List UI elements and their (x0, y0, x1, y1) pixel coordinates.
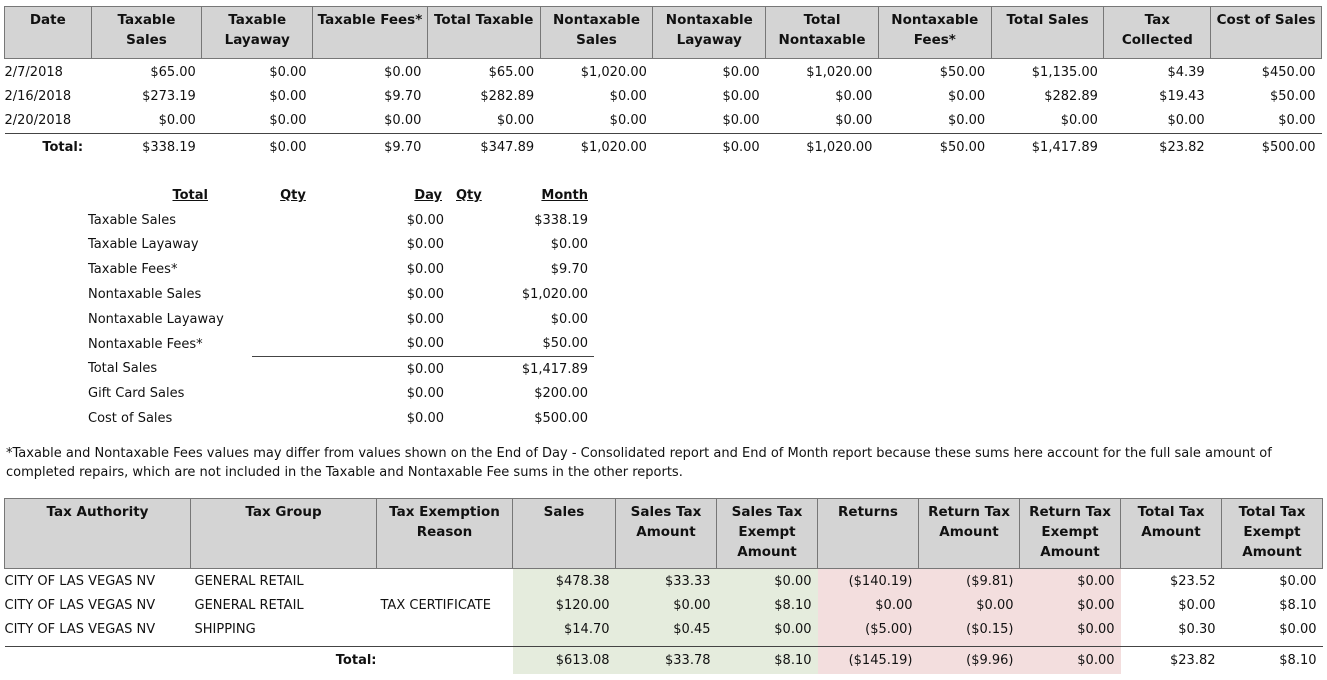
summary-month-value: $500.00 (534, 411, 588, 427)
cell-tax-group: SHIPPING (194, 622, 256, 638)
summary-row (84, 208, 594, 233)
cell-cost-of-sales: $0.00 (1278, 113, 1316, 129)
cell-total-nontaxable: $0.00 (835, 113, 873, 129)
col-header-taxable-fees: Taxable Fees* (313, 7, 428, 59)
cell-nontaxable-layaway: $0.00 (722, 113, 760, 129)
total-row (5, 134, 1322, 161)
cell-sales: $120.00 (513, 593, 616, 618)
summary-header-row (84, 183, 594, 208)
summary-row (84, 381, 594, 406)
cell-taxable-layaway: $0.00 (269, 88, 307, 104)
cell-total-taxable: $65.00 (488, 64, 535, 80)
cell-total-nontaxable: $0.00 (835, 88, 873, 104)
cell-total-nontaxable: $1,020.00 (806, 64, 873, 80)
summary-day-value: $0.00 (406, 386, 444, 402)
col-header-sales: Sales (513, 499, 616, 569)
table-row (5, 109, 1322, 134)
table-row (5, 569, 1323, 594)
summary-day-value: $0.00 (406, 411, 444, 427)
cell-tax-exemption-reason (377, 569, 513, 594)
cell-tax-group: GENERAL RETAIL (194, 597, 304, 613)
summary-row (84, 357, 594, 382)
summary-row (84, 257, 594, 282)
summary-day-value: $0.00 (334, 332, 444, 357)
col-header-return-tax-amount: Return Tax Amount (919, 499, 1020, 569)
summary-header-qty-day: Qty (280, 187, 306, 203)
cell-nontaxable-fees: $0.00 (947, 88, 986, 104)
cell-sales-tax-amount: $33.33 (616, 569, 717, 594)
cell-nontaxable-sales: $0.00 (609, 88, 647, 104)
table-row (5, 59, 1322, 84)
cell-return-tax-exempt-amount: $0.00 (1020, 569, 1121, 594)
total-cost-of-sales: $500.00 (1211, 134, 1322, 161)
total-row (5, 646, 1323, 674)
summary-day-value: $0.00 (406, 287, 444, 303)
summary-month-value: $9.70 (550, 262, 588, 278)
cell-date: 2/20/2018 (4, 113, 72, 129)
col-header-tax-authority: Tax Authority (5, 499, 191, 569)
col-header-tax-group: Tax Group (191, 499, 377, 569)
summary-row (84, 406, 594, 431)
cell-total-tax-exempt-amount: $8.10 (1279, 597, 1317, 613)
cell-total-tax-amount: $23.52 (1170, 573, 1216, 589)
summary-row (84, 307, 594, 332)
cell-returns: $0.00 (818, 593, 919, 618)
cell-return-tax-amount: ($0.15) (919, 618, 1020, 643)
total-taxable-layaway: $0.00 (202, 134, 313, 161)
summary-day-value: $0.00 (406, 237, 444, 253)
total-return-tax-exempt-amount: $0.00 (1020, 646, 1121, 674)
cell-sales-tax-amount: $0.45 (616, 618, 717, 643)
cell-tax-authority: CITY OF LAS VEGAS NV (4, 573, 156, 589)
total-nontaxable-sales: $1,020.00 (540, 134, 653, 161)
col-header-sales-tax-amount: Sales Tax Amount (616, 499, 717, 569)
cell-taxable-fees: $0.00 (384, 113, 422, 129)
cell-date: 2/16/2018 (4, 88, 72, 104)
summary-row (84, 233, 594, 258)
col-header-nontaxable-fees: Nontaxable Fees* (878, 7, 991, 59)
summary-label: Total Sales (88, 361, 158, 377)
summary-month-value: $50.00 (484, 332, 594, 357)
cell-nontaxable-fees: $0.00 (947, 113, 986, 129)
cell-tax-exemption-reason: TAX CERTIFICATE (380, 597, 491, 613)
summary-day-value: $0.00 (406, 311, 444, 327)
table-row (5, 593, 1323, 618)
cell-returns: ($140.19) (818, 569, 919, 594)
cell-total-sales: $1,135.00 (1031, 64, 1098, 80)
cell-nontaxable-layaway: $0.00 (722, 64, 760, 80)
cell-tax-authority: CITY OF LAS VEGAS NV (4, 597, 156, 613)
cell-returns: ($5.00) (818, 618, 919, 643)
cell-taxable-sales: $0.00 (158, 113, 196, 129)
cell-total-tax-exempt-amount: $0.00 (1279, 622, 1317, 638)
cell-date: 2/7/2018 (4, 64, 63, 80)
total-total-nontaxable: $1,020.00 (766, 134, 879, 161)
total-sales: $613.08 (513, 646, 616, 674)
total-label: Total: (191, 646, 377, 674)
total-label: Total: (5, 134, 92, 161)
total-taxable-sales: $338.19 (91, 134, 202, 161)
col-header-total-nontaxable: Total Nontaxable (766, 7, 879, 59)
cell-total-taxable: $282.89 (480, 88, 535, 104)
cell-sales: $14.70 (513, 618, 616, 643)
summary-header-total: Total (172, 187, 208, 203)
total-tax-collected: $23.82 (1104, 134, 1211, 161)
col-header-nontaxable-sales: Nontaxable Sales (540, 7, 653, 59)
cell-return-tax-exempt-amount: $0.00 (1020, 593, 1121, 618)
total-nontaxable-fees: $50.00 (878, 134, 991, 161)
summary-label: Nontaxable Layaway (88, 311, 224, 327)
summary-header-month: Month (541, 187, 588, 203)
cell-sales-tax-exempt-amount: $8.10 (717, 593, 818, 618)
summary-header-day: Day (414, 187, 442, 203)
summary-day-value: $0.00 (406, 361, 444, 377)
col-header-total-tax-amount: Total Tax Amount (1121, 499, 1222, 569)
cell-total-tax-exempt-amount: $0.00 (1279, 573, 1317, 589)
total-returns: ($145.19) (818, 646, 919, 674)
daily-sales-header-row (5, 7, 1322, 59)
cell-total-tax-amount: $0.00 (1178, 597, 1216, 613)
summary-month-value: $1,417.89 (521, 361, 588, 377)
total-sales-tax-exempt-amount: $8.10 (717, 646, 818, 674)
cell-cost-of-sales: $50.00 (1270, 88, 1316, 104)
col-header-sales-tax-exempt-amount: Sales Tax Exempt Amount (717, 499, 818, 569)
cell-tax-collected: $4.39 (1167, 64, 1205, 80)
cell-total-taxable: $0.00 (496, 113, 535, 129)
total-taxable-fees: $9.70 (313, 134, 428, 161)
cell-tax-group: GENERAL RETAIL (194, 573, 304, 589)
total-total-taxable: $347.89 (427, 134, 540, 161)
cell-taxable-fees: $9.70 (384, 88, 422, 104)
col-header-total-sales: Total Sales (991, 7, 1104, 59)
cell-nontaxable-sales: $1,020.00 (580, 64, 647, 80)
cell-total-sales: $0.00 (1060, 113, 1098, 129)
col-header-total-taxable: Total Taxable (427, 7, 540, 59)
table-row (5, 618, 1323, 643)
summary-month-value: $200.00 (534, 386, 588, 402)
cell-total-tax-amount: $0.30 (1178, 622, 1216, 638)
cell-taxable-layaway: $0.00 (269, 113, 307, 129)
summary-header-qty-month: Qty (456, 187, 482, 203)
cell-tax-exemption-reason (377, 618, 513, 643)
total-sales-tax-amount: $33.78 (616, 646, 717, 674)
summary-month-value: $338.19 (534, 212, 588, 228)
cell-total-sales: $282.89 (1044, 88, 1098, 104)
summary-label: Taxable Layaway (88, 237, 199, 253)
total-nontaxable-layaway: $0.00 (653, 134, 766, 161)
summary-label: Gift Card Sales (88, 386, 185, 402)
cell-sales-tax-exempt-amount: $0.00 (717, 569, 818, 594)
summary-label: Taxable Fees* (88, 262, 178, 278)
cell-cost-of-sales: $450.00 (1261, 64, 1316, 80)
summary-row (84, 332, 594, 357)
col-header-tax-exemption-reason: Tax Exemption Reason (377, 499, 513, 569)
col-header-cost-of-sales: Cost of Sales (1211, 7, 1322, 59)
table-row (5, 84, 1322, 109)
total-return-tax-amount: ($9.96) (919, 646, 1020, 674)
cell-sales-tax-amount: $0.00 (616, 593, 717, 618)
cell-taxable-fees: $0.00 (384, 64, 422, 80)
summary-label: Nontaxable Sales (88, 287, 202, 303)
col-header-total-tax-exempt-amount: Total Tax Exempt Amount (1222, 499, 1323, 569)
total-total-sales: $1,417.89 (991, 134, 1104, 161)
col-header-tax-collected: Tax Collected (1104, 7, 1211, 59)
summary-label: Cost of Sales (88, 411, 173, 427)
col-header-date: Date (5, 7, 92, 59)
cell-return-tax-exempt-amount: $0.00 (1020, 618, 1121, 643)
cell-tax-authority: CITY OF LAS VEGAS NV (4, 622, 156, 638)
summary-table (84, 183, 594, 431)
cell-nontaxable-sales: $0.00 (609, 113, 647, 129)
summary-day-value: $0.00 (406, 262, 444, 278)
cell-taxable-layaway: $0.00 (269, 64, 307, 80)
cell-return-tax-amount: ($9.81) (919, 569, 1020, 594)
cell-tax-collected: $0.00 (1167, 113, 1205, 129)
summary-row (84, 282, 594, 307)
col-header-returns: Returns (818, 499, 919, 569)
total-total-tax-exempt-amount: $8.10 (1222, 646, 1323, 674)
cell-sales-tax-exempt-amount: $0.00 (717, 618, 818, 643)
cell-taxable-sales: $65.00 (150, 64, 196, 80)
col-header-return-tax-exempt-amount: Return Tax Exempt Amount (1020, 499, 1121, 569)
daily-sales-table (4, 6, 1322, 161)
cell-tax-collected: $19.43 (1159, 88, 1205, 104)
fees-footnote: *Taxable and Nontaxable Fees values may differ from values shown on the End of Day - Consolidated report and End of Month report because these sums here account for the full sale amount of completed repairs, which are not included in the Taxable and Nontaxable Fee sums in the other reports. (6, 446, 1272, 480)
summary-label: Taxable Sales (88, 212, 177, 228)
cell-nontaxable-layaway: $0.00 (722, 88, 760, 104)
tax-header-row (5, 499, 1323, 569)
cell-nontaxable-fees: $50.00 (939, 64, 986, 80)
summary-label: Nontaxable Fees* (88, 336, 203, 352)
summary-day-value: $0.00 (406, 212, 444, 228)
col-header-taxable-sales: Taxable Sales (91, 7, 202, 59)
tax-authority-table (4, 498, 1323, 674)
summary-month-value: $1,020.00 (521, 287, 588, 303)
summary-month-value: $0.00 (550, 311, 588, 327)
col-header-nontaxable-layaway: Nontaxable Layaway (653, 7, 766, 59)
col-header-taxable-layaway: Taxable Layaway (202, 7, 313, 59)
cell-return-tax-amount: $0.00 (919, 593, 1020, 618)
total-total-tax-amount: $23.82 (1121, 646, 1222, 674)
summary-month-value: $0.00 (550, 237, 588, 253)
cell-taxable-sales: $273.19 (142, 88, 196, 104)
cell-sales: $478.38 (513, 569, 616, 594)
